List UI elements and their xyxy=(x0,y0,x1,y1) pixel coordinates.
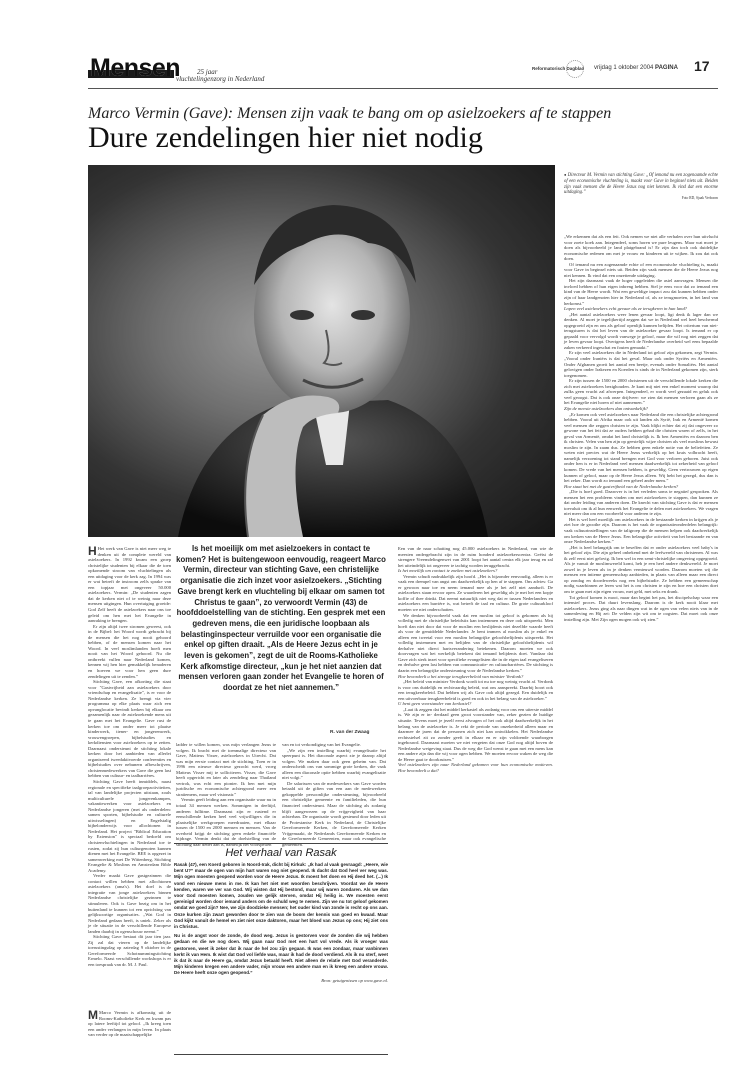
rasak-title: Het verhaal van Rasak xyxy=(225,847,337,859)
rasak-source: Bron: getuigenissen op www.gave.nl. xyxy=(321,977,388,983)
col5-p1: Of iemand nu een zogenaamde echte of een economische vluchteling is, maakt voor Gave in beginsel niets uit. Beiden zijn vaak mensen die de Heere Jezus nog niet kennen. Ik vind dat een onzettende uitdaging. xyxy=(564,261,718,278)
col1b-para xyxy=(88,1010,171,1038)
rasak-box xyxy=(174,843,388,1055)
col4-p7: „Laat ik zeggen dat het middel kerkasiel als zodanig voor ons een uiterste middel is. We zijn er in- derdaad geen groot voorstander van, zeker gezien de huidige situatie. Tevens moet je jezelf eerst afvragen of het ook altijd daadwerkelijk in het belang van de asielzoeker is. Je rekt de periode van onzekerheid alleen maar en daarmee de jaren dat de personen zich niet kan ontwikkelen. Het Nederlandse rechtsstelsel zit zo zonder geeft in elkaar en er zijn voldoende waarborgen ingebouwd. Daarnaast moeten we niet vergeten dat onze God nog altijd boven de Nederlandse wetgeving staat. Dus de weg die God wenst te gaan met een mens kan een andere zijn dan die wij voor ogen hebben. We moeten ervoor waken de weg die de Heere gaat te doorkruisen.” xyxy=(398,706,553,762)
caption-credit: Foto RD, Sjaak Verboom xyxy=(681,196,718,201)
col4-question-2: Hoe beoordeelt u het strenge terugkeerbeleid van minister Verdonk? xyxy=(398,673,524,679)
column-5 xyxy=(564,234,718,1054)
column-1 xyxy=(88,546,171,1006)
col1-p4: Verder maakt Gave gastgezinnen die contact willen hebben met allochtonen asielzoekers (ama's). Het doel is de integratie van jonge asielzoekers binnen Nederlandse christelijke gezinnen te stimuleren. Ook is Gave bezig om in het buitenland te kunnen tot een oprichting van gelijksoortige organisaties. „Wat God in Nederland gedaan heeft, is uniek. Zeker als je de situatie in de verschillende Europese landen daarbij in ogenschouw neemt.” xyxy=(88,873,171,934)
col1-p5: Stichting Gave bestaat dit jaar tien jaar. Zij zal dat vieren op de landelijke toerustingsdag op zaterdag 9 oktober in de Gereformeerde Schotnummingstichting Ermelo. Naast verschillende workshops is er een toespraak van dr. M. J. Paul. xyxy=(88,934,171,968)
col5-p12: „Het is heel belangrijk om te beseffen dat er onder asielzoekers veel baby's in het geloof zijn. Die zijn geheel onbekend met de leefwereld van christenen. Al was ik zelf eerst niet gelovig. Ik ben wel in een semi-christelijke omgeving opgegroeid. Als je vanuit de moslimwereld komt, heb je een heel andere denkwereld. Je moet zowel in je leven als in je denken vernieuwd worden. Daarom moeten wij die mensen een intieme gemeenschap aanbieden, in plaats van alleen maar een direct op zondag en doordeweeks nog een bijbelstudie. Ze hebben een gemeenschap nodig waarbinnen ze leren wat het is om christen te zijn en hoe een christen doet om te gaan met zijn eigen vrouw, met geld, met seks en drank. xyxy=(564,544,718,594)
article-headline: Dure zendelingen hier niet nodig xyxy=(88,121,483,154)
col5-question-2: Zijn de meeste asielzoekers dan ontvankelijk? xyxy=(564,405,649,411)
intro-text: Is het moeilijk om met asielzoekers in contact te komen? Het is buitengewoon eenvoudig, reageert Marco Vermin, directeur van stichting Gave, een christelijke organisatie die zich inzet voor asielzoekers. „Stichting Gave brengt kerk en vluchteling bij elkaar om samen tot Christus te gaan”, zo verwoordt Vermin (43) de hoofddoelstelling van de stichting. Een gesprek met een gedreven mens, die een juridische loopbaan als belastinginspecteur verruilde voor een organisatie die enkel op giften draait. „Als de Heere Jezus echt in je leven is gekomen”, zegt de uit de Rooms-Katholieke Kerk afkomstige directeur, „kun je het niet aanzien dat mensen verloren gaan zonder het Evangelie te horen of doordat ze het niet aannemen.” xyxy=(176,544,386,693)
date-text: vrijdag 1 oktober 2004 xyxy=(594,65,654,71)
col3-p1: „We zijn een instelling waarbij evangelisatie het speerpunt is. Het diaconale aspect zie je daarop altijd volgen. We maken daar ook geen geheim van. Dat onderscheidt ons van sommige grote kerken, die vaak alleen een diaconale optie hebben waarbij evangelisatie niet volgt.” xyxy=(282,747,386,781)
drop-initial-m: M xyxy=(88,1008,98,1022)
col5-p6: Er zijn tussen de 1500 en 2000 christenen uit de verschillende lokale kerken die zich met asielzoekers bezighouden. Je kunt mij niet een enkel moment waarop dat zulks geen vrucht zal afwerpen. Integendeel, er wordt veel gezaaid en geluk ook veel geoogst. Dat is ook onze drijfveer: we zien dat mensen verloren gaan als ze het Evangelie niet horen of niet aannemen.” xyxy=(564,378,718,406)
page-number: 17 xyxy=(694,58,710,74)
col5-question-1: Lopen veel asielzoekers echt gevaar als ze terugkeren in hun land? xyxy=(564,306,688,312)
col5-p11: Het is wel heel moeilijk om asielzoekers in de bestaande kerken in krijgen als je ziet hoe de groothe zijn. Daarom is het vaak de organisatieonderdelen belangrijk: vaak cultuurinstellingen van de taligroep die de mensen helpen ook daadwerkelijk om kerken van de Heere Jezus. Een belangrijke activiteit van het bestaande en van onze Nederlandse kerken.” xyxy=(564,516,718,545)
col4-p3: We denken bijvoorbeeld vaak dat een moslim tot geloof is gekomen als hij volledig met de christelijke beleidstix kan instemmen en deze ook uitspreekt. Men hoeft dan niet door dat voor de moslim een beslijdenis niet dezelfde waarde heeft als voor de gemiddelde Nederlander. Je bent immers al moslim als je enkel en alleen een tweetal voor een moslim belangrijke geloofsbelijdenis uitspreekt. Het volledig instemmen met en belijden van de christelijke geloofsbelijdenis wil derhalve niet direct hartsverandering betekenen. Daarom moeten we ook doorvragen wat het werkelijk betekent dat iemand belijdenis doet. Vandaar dat Gave zich sterk inzet voor specifieke evangelisten die in de eigen taal evangeliseren en derhalve geen last hebben van communicatie- en cultuurbarrières. De stichting is daarin een belangrijke ondersteuning voor de Nederlandse kerken.” xyxy=(398,612,553,674)
col5-p13: Tot geloof komen is mooi, maar dan begint het pas, het discipelschap waar een intensief proces. Dat duurt levenslang. Daarom is de kerk nooit klaar met asielzoekers. Jezus ging als naar dingen wat in de ogen van velen niets van in de samenleving en Hij zei: De velden zijn wit om te oogsten. Dat moet ook onze instelling zijn. Met Zijn ogen mogen ook wij zien.” xyxy=(564,594,718,622)
column-4 xyxy=(398,546,553,1054)
col4-p2: Vermin schudt nadrukkelijk zijn hoofd. „Het is bijzonder eenvoudig, alleen is er vaak een drempel van angst om daadwerkelijk op hen af te stappen. Ons advies: Ga er gewoon naar toe en neem iemand mee als je het zelf niet aandurft. De asielzoekers staan ervoor open. Ze waarderen het geweldig als je met het een kopje koffie of thee drinkt. Dat neemt natuurlijk niet weg dat er tussen Nederlanders en asielzoekers een barrière is, wat betreft de taal en cultuur. De grote cultuurkloof moeten we niet onderschatten. xyxy=(398,573,553,613)
col4-p0: Een van de naar schatting nog 45.000 asielzoekers in Nederland, van wie de meesten ondergebracht zijn in de ruim honderd asielzoekerscentra. Geëist de strengere Vreemdelingenwet van 2001 loopt het aantal centra elk jaar terug en zal het uiteindelijk tot ongeveer te tachtig worden teruggebracht. xyxy=(398,546,553,568)
header-rule xyxy=(88,88,718,89)
col5-p4: „Het aantal asielzoekers weer lenen gevaar loopt, ligt denk ik lager dan we denken. Al moet je tegelijkertijd zeggen dat we in Nederland wel heel beschermd opgegroeid zijn en ons als geloof openlijk kunnen belijden. Het criterium van niet-terugsturen is dat het leven van de asielzoeker gevaar loopt. Is iemand er op gepaald voor vervolgd wordt vanwege je geloof, maar die wil nog niet zeggen dat je leven gevaar loopt. Overigens heeft de Nederlandse overheid wel eens bepaalde zaken verkeerd ingeschat en fouten gemaakt.” xyxy=(564,311,718,350)
col3-p2: De salarissen van de medewerkers van Gave worden betaald uit de giften van een aan de medewerkers gekoppelde persoonlijke ondersteuning, bijvoorbeeld een christelijke gemeente en familieleden, die hun financieel ondersteunt. Maar de stichting als zodanig blijft aangewezen op de vrijgevigheid van haar achterban. De organisatie wordt gesteund door leden uit de Protestantse Kerk in Nederland, de Christelijke Gereformeerde Kerken, de Gereformeerde Kerken Vrijgemaakt, de Nederlands Gereformeerde Kerken en de Gereformeerde Gemeenten, maar ook evangelische gemeenten. xyxy=(282,780,386,847)
page-label: PAGINA xyxy=(655,65,678,71)
col4-question-4: Veel asielzoekers zijn naar Nederland gekomen voor hun economische motieven. Hoe beoordeelt u dat? xyxy=(398,762,553,773)
col1-p3: Stichting Gave heeft inmiddels, naast regionale en specifieke taalgroepactiviteiten, tal van landelijke projecten uitstaan, zoals multiculturele jongerenkampen, vakantiewerken voor asielzoekers en Nederlandse jongeren (met als onderdelen: samen sporten, bijbelstudie en culturele uitwisselingen) en Engelstalig bijbelonderwijs voor allochtonen in Nederland. Het project "Biblical Education by Extension" is speciaal bedoeld om christenvluchtelingen in Nederland toe te rusten, zodat zij hun culturgenoten kunnen dienen met het Evangelie. BEE is opgezet in samenwerking met De Wittenberg, Stichting Evangelie & Moslims en Amsterdam Bible Academy. xyxy=(88,778,171,873)
col5-p2: Het zijn daarnaast vaak de hoger opgeleiden die asiel aanvragen. Mensen die invloed hebben of hun eigen inbreng hebben. Stel je eens voor dat zo iemand een kind van de Heere wordt. Wat een geweldige impact zou dat kunnen hebben onder zijn of haar landgenoten hier in Nederland of, als ze terugmoeten, in het land van herkomst.” xyxy=(564,278,718,306)
caption-bullet: ● xyxy=(564,172,567,177)
col2-p0: ladder te willen komen, was mijn verlangen Jezus te volgen. Ik bracht met de toenmalige directeur van Gave, Matteus Visser, asielzoekers in Utrecht. Dat was mijn eerste contact met de stichting. Toen er in 1996 een nieuwe directeur gezocht werd, vroeg Matteus Visser mij te solliciteren. Visser, die Gave heeft opgericht en later als zendeling naar Thailand vertrok, was echt een pionier. Ik ben met mijn juridische en economische achtergrond meer een stratiemens, maar wel visionair.” xyxy=(176,742,276,797)
col4-question-3: U bent geen voorstander van kerkasiel? xyxy=(398,701,472,707)
col1b-p0: Marco Vermin is afkomstig uit de Rooms-Katholieke Kerk en kwam pas op latere leeftijd tot geloof. „Ik kreeg toen een ander verlangen in mijn leven. In plaats van verder op de maatschappelijke xyxy=(88,1010,171,1038)
section-title: Mensen xyxy=(90,54,181,82)
article-kicker: Marco Vermin (Gave): Mensen zijn vaak te bang om op asielzoekers af te stappen xyxy=(88,105,612,122)
col3-p0: van en tot verkondiging van het Evangelie. xyxy=(282,742,361,747)
anniversary-text: vluchtelingenzorg in Nederland xyxy=(176,75,265,83)
col5-p8: „Er komen ook veel asielzoekers naar Nederland die een christelijke achtergrond hebben. Vooral uit Afrika maar ook uit landen als Syrië, Irak en Armenië komen veel mensen die zeggen christen te zijn. Vaak blijkt echter dat zij dat ongeveer zo gewone van het feit dat ze ouders hebben gehad die christen waren of zelfs, in het geval van Armenië, omdat het land christelijk is. Ik ben Armeniërs en daarom ben ik christen. Velen van hen zijn op geestelijk wijze christen als veel moslims bewust moslim te zijn. In zaam dus. Ze hebben geen enkele notie van de beliefeiten. Ze weten niet precies wat de Heere Jezus werkelijk op het kruis volbracht heeft, namelijk verzoening tot stand brengen met God voor verloren geboren. Juist ook onder hen is er in Nederland veel mensen daadwerkelijk tot zekerheid van geloof komen. De vrede van het mensen hebben, is geweldig. Geen vertrouwen op eigen kunnen of geloof, maar op de Heere Jezus alleen. Wij hebt het gezegd, dus dan is het zeker. Dan wordt zo iemand een geheel ander mens.” xyxy=(564,411,718,484)
col4-p5: „Het beleid van minister Verdonk wordt tot nu toe nog weinig vrucht af. Verdonk is voor ons duidelijk en rechtvaardig beleid, wat ons aanspreekt. Daarbij hoort ook een terugkeerbeleid. Dat hebben wij als Gave ook altijd gezegd. Een duidelijk en een uitvoerbaar terugkeerbeleid is goed en ook in het belang van de asielzoeker.” xyxy=(398,679,553,701)
portrait-photo xyxy=(88,165,555,537)
photo-caption xyxy=(564,172,718,202)
anniversary-years: 25 jaar xyxy=(197,68,218,76)
logo-mark xyxy=(566,60,584,78)
rasak-bold: Rasak (47), een Koerd geboren in Noord-Irak, dicht bij Kirkuk: „Ik had al vaak gevraagd: „Heere, wie bent U?” maar de ogen van mijn hart waren nog niet geopend. Ik dacht dat God heel ver weg was. Mijn ogen moesten geopend worden voor de Heere Jezus. Ik moest het doen en Hij deed het. (...) Ik vond een nieuwe mens in me. Ik kan het niet met woorden beschrijven. Voordat we de Heere kenden, waren we ver van God. Wij wisten dat Hij bestond, maar wij waren zondaren. Als we dan voor God moesten komen, zouden we gelijk sterven, omdat Hij heilig is. We moesten eerst gereinigd worden door iemand anders om de schuld weg te nemen. Zijn we nu tot geloof gekomen omdat we goed zijn? Nee, we zijn doodzieke mensen; het ouder kind van zonde is recht op ons aan. Onze kurken zijn zwart geworden door te zien van de boom der kennis van goed en kwaad. Maar God kijkt vanuit de hemel en ziet niet onze daktoren, maar het bloed van Jezus op ons; Hij ziet ons in Christus. xyxy=(174,862,388,930)
intro-author: R. van der Zwaag xyxy=(330,730,370,735)
rasak-normal: Nu is de angst voor de zonde, de dood weg. Jezus is gestorven voor de zonden die wij hebben gedaan en die we nog doen. Wij gaan naar God met een hart vol vrede. Als ik vroeger was gestorven, weet ik zeker dat ik naar de hel zou zijn gegaan. Ik was een zondaar, maar vanbinnen kerkt ik van Hem. Ik wist dat God vol liefde was, maar ik had de dood verdiend. Als ik nu sterf, weet ik dat ik naar de Heere ga, omdat Jezus betaald heeft. Niet alleen de relatie met God veranderde. Mijn kinderen kregen een andere vader, mijn vrouw een andere man en ik kreeg een andere vrouw. De Heere heeft onze ogen geopend.” xyxy=(174,933,388,976)
col5-p10: „Die is hoef goed. Daarover is in het verleden soms te negatief gesproken. Als mensen het een probleem vinden om met asielzoekers te stappen, dan kunnen ze dat onder leiding van anderen doen. De knecht van stichting Gave is dat er mensen toevaluit om ik al hun eenwerk het Evangelie te delen met asielzoekers. We vragen niet meer dan om een voorbeeld voor anderen te zijn. xyxy=(564,489,718,517)
masthead xyxy=(88,56,718,88)
col5-p0: „We erkennen dat als een feit. Ook nemen we niet alle verhalen over hun uitvlucht voor zoete koek aan. Integendeel, soms horen we pure leugens. Maar wat moet je doen als bijvoorbeeld je land platgebrand is! Er zijn dan toch ook duidelijke economische redenen om met je vrouw en kinderen uit te wijken. Ik zou dat ook doen. xyxy=(564,234,718,262)
newspaper-name: Reformatorisch Dagblad xyxy=(532,66,585,71)
column-1-continued xyxy=(88,1010,171,1052)
drop-initial: H xyxy=(88,544,97,558)
col4-question-1: Is het moeilijk om contact te zoeken met asielzoekers? xyxy=(398,568,498,574)
issue-date xyxy=(594,65,678,71)
col1-p1: Er zijn altijd twee stromen geweest, ook in de Bijbel: het Woord wordt gebracht bij de mensen die het nog nooit gehoord hebben, of de mensen komen naar het Woord. In veel moslimlanden hoeft men nooit van het Woord gehoord. Nu die ontbreekt vullen naar Nederland komen, kennen wij hen hier gemakkelijk benaderen en hoeven we voor hen geen dure zendelingen uit te zenden.” xyxy=(88,623,171,679)
portrait-illustration xyxy=(88,165,555,537)
column-2 xyxy=(176,742,276,847)
col1-p2: Stichting Gave, een afkorting die staat voor "Gastvrijheid aan asielzoekers door vriendschap en evangelisatie", is er voor de Nederlandse kerken. Ze brengt via vier programma op elke plaats waar zich een opvanglocatie bevindt kerken bij elkaar om gezamenlijk naar de asielzoekende mens uit te gaan met het Evangelie. Gave rust de kerken toe om onder meer tot plaatse kinderwerk, tiener- en jongerenwerk, vrouwengroepen, bijbelstudies en kerkdiensten voor asielzoekers op te zetten. Daarnaast ondersteunt de stichting lokale kerken door het aanbieden van allerlei organiseerd tweedaktivoerde conferenties en bijbelstudies over nebunern afbeschrijven, christenmedewerkers van Gave die geen last hebben van cultuur- en taalbarrières. xyxy=(88,679,171,779)
col5-p5: Er zijn veel asielzoekers die in Nederland tot geloof zijn gekomen, zegt Vermin. „Vooral onder Iraniërs is dat het geval. Maar ook onder Syriërs en Armeniërs. Onder Afghanen groeit het aantal een beetje, evenals onder Somaliërs. Het aantal gelovigen onder Irakezen en Koerden is sinds de in Nederland gekomen zijn, sterk toegenomen. xyxy=(564,350,718,378)
caption-text: Directeur M. Vermin van stichting Gave: „Of iemand nu een zogenaamde echte of een economische vluchteling is, maakt voor Gave in beginsel niets uit. Beiden zijn vaak mensen die de Heere Jezus nog niet kennen. Ik vind dat een enorme uitdaging.” xyxy=(564,173,719,196)
col2-p1: Vermin geeft leiding aan een organisatie waar nu in totaal 34 mensen werken. Sommigen in deeltijd, anderen fulltime. Daarnaast zijn er rustend er eenschillende kerken heel veel vrijwilligers die in plaatselijke werkgroepen meedraaien, met elkaar tussen de 1500 en 2000 mensen en mensen. Van de overheid krijgt de stichting geen enkele financiële bijdrage. Vermin denkt dat de doelstelling van de stichting daar debet aan is, namelijk het voorspellen xyxy=(176,797,276,847)
col5-question-3: Hoe staat het met de gastvrijheid van de Nederlandse kerken? xyxy=(564,483,679,489)
column-3 xyxy=(282,742,386,847)
col1-p0: Het werk van Gave is niet meer weg te denken uit de complete wereld van asielzoekers. In 1992 kwam een groep christelijke studenten bij elkaar die de toen opkomende stroom van vluchtelingen als een uitdaging voor de kerk zag. In 1994 was er wat betreft de instroom zelfs sprake van een topjaar met ongeveer 50.000 asielzoekers. Vermin: „De studenten zagen dat de kerken niet of te weinig naar deze mensen uitgingen. Hun overtuiging groeide: God Zelf heeft de asielzoekers naar ons toe geleid om hen met het Evangelie in aanraking te brengen. xyxy=(88,546,171,624)
col1-para xyxy=(88,546,171,624)
